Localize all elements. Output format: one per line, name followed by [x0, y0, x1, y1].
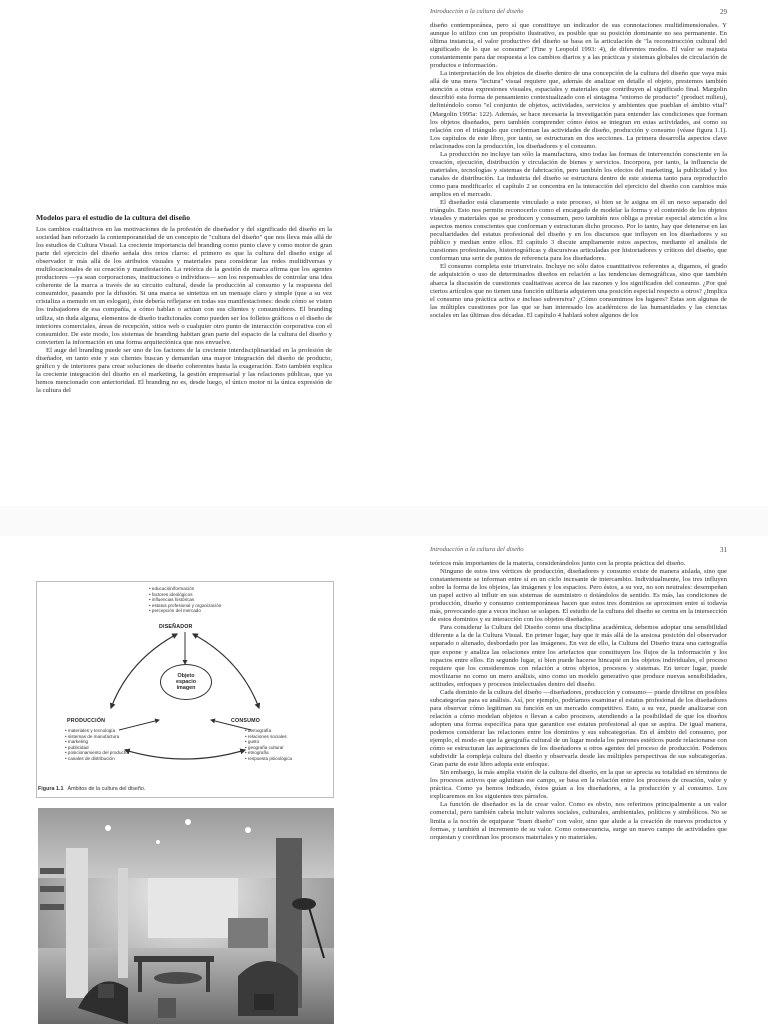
caption-text: Ámbitos de la cultura del diseño.	[67, 786, 146, 792]
paragraph: Los cambios cualitativos en las motivaciones de la profesión de diseñador y del significado del diseño en la sociedad han reforzado la contemporaneidad de un concepto de "cultura del diseño" que nos lleva más allá de los estudios de Cultura Visual. La creciente importancia del branding como punto clave y como motor de gran parte del ejercicio del diseño señala dos retos claros: el primero es que la cultura del diseño exige al observador ir más allá de los atributos visuales y materiales para considerar las redes multidiversas y multilocacionales de su creación y manifestación. La retórica de la gestión de marca afirma que los agentes productores —ya sean corporaciones, instituciones o individuos— son los responsables de controlar una idea coherente de la marca a través de su circuito cultural, desde la producción al consumo y la respuesta del consumidor, pasando por la difusión. Si una marca se sintetiza en un mensaje claro y simple (que a su vez cristaliza a menudo en un eslogan), éste debería reflejarse en todas sus manifestaciones: desde cómo se visten los trabajadores de esa compañía, a cómo hablan o actúan con sus clientes y consumidores. El branding utiliza, sin duda alguna, elementos de diseño tradicionales como pueden ser los folletos gráficos o el diseño de interiores comerciales, áreas de recepción, sitios web o cualquier otro punto de interacción corporativa con el consumidor. De este modo, los sistemas de branding habitan gran parte del espacio de la cultura del diseño y convierten la información en una forma arquitectónica que nos envuelve.	[36, 226, 332, 346]
paragraph: Para considerar la Cultura del Diseño como una disciplina académica, debemos adoptar una sensibilidad diferente a la de la Cultura Visual. En primer lugar, hay que ir más allá de la ansiosa posición del observador separado o alienado, desbordado por las imágenes. En vez de ello, la Cultura del Diseño traza una cartografía que expone y analiza las relaciones entre los artefactos que constituyen los flujos de la información y los espacios entre ellos. En segundo lugar, si bien puede hacerse hincapié en los objetos individuales, el proceso requiere que los consideremos con relación a otros objetos, procesos y sistemas. En tercer lugar, puede movilizarse no como un mero análisis, sino como un modelo generativo que produce nuevas sensibilidades, actitudes, enfoques y procesos intelectuales dentro del diseño.	[430, 624, 727, 688]
caption-number: Figura 1.1	[38, 786, 64, 792]
running-head: Introducción a la cultura del diseño	[430, 8, 524, 15]
paragraph: La función de diseñador es la de crear valor. Como es obvio, nos referimos principalmente a un valor comercial, pero también cabría incluir valores sociales, culturales, ambientales, políticos y simbólicos. No se limita a la noción de equiparar "buen diseño" con valor, sino que alude a la creación de nuevos productos y formas, y también al incremento de su valor. Como consecuencia, surge un nuevo campo de actividades que orquestan y coordinan los procesos materiales y no materiales.	[430, 801, 727, 841]
list-item: • publicidad	[65, 745, 128, 751]
list-item: • educación/formación	[149, 586, 221, 592]
center-line: Objeto	[177, 673, 195, 679]
list-item: • canales de distribución	[65, 756, 128, 762]
paragraph: El diseñador está claramente vinculado a este proceso, si bien se le asigna en él un nexo separado del triángulo. Esto nos permite reconocerlo como el encargado de modelar la forma y el contenido de los objetos visuales y materiales que se producen y consumen, pero también nos obliga a prestar especial atención a los aspectos menos conscientes que conforman y estructuran dicho proceso. Por lo tanto, hay que detenerse en las peculiaridades del estatus profesional del diseño y en los discursos que influyen en los diseñadores y su público y median entre ellos. El capítulo 3 discute ampliamente estos aspectos, mediante el análisis de cuestiones profesionales, historiográficas y discursivas articuladas por historiadores y críticos del diseño, que conforman una serie de puntos de referencia para los diseñadores.	[430, 199, 727, 263]
paragraph: Sin embargo, la más amplia visión de la cultura del diseño, en la que se aprecia su totalidad en términos de los procesos activos que aglutinan ese campo, se basa en la relación entre los procesos de creación, valor y práctica. Como ya hemos indicado, éstos guían a los diseñadores, a la producción y al consumo. Los explicaremos en los siguientes tres párrafos.	[430, 769, 727, 801]
list-item: • percepción del mercado	[149, 608, 221, 614]
list-item: • relaciones sociales	[245, 734, 292, 740]
figure-1-1	[36, 581, 334, 798]
paragraph: La producción no incluye tan sólo la manufactura, sino todas las formas de intervención consciente en la creación, ejecución, distribución y circulación de bienes y servicios. Incorpora, por tanto, la influencia de materiales, tecnologías y sistemas de fabricación, pero también los efectos del marketing, la publicidad y los canales de distribución. La industria del diseño se estructura dentro de este sistema tanto para reproducirlo como para modificarlo: el capítulo 2 se concentra en la interacción del ejercicio del diseño con cambios más amplios en el mercado.	[430, 150, 727, 198]
production-factors-list	[65, 728, 128, 762]
paragraph: La interpretación de los objetos de diseño dentro de una concepción de la cultura del diseño que vaya más allá de una mera "lectura" visual requiere que, además de analizar en detalle el objeto, prestemos también atención a otras expresiones visuales, espaciales y materiales que contribuyen al significado final. Margolin describió esta forma de pensamiento contextualizado con el sintagma "entorno de producto" (product milieu), definiéndolo como "el conjunto de objetos, actividades, servicios y ambientes que pueblan el ámbito vital" (Margolin 1995a: 122). Además, se hace necesaria la investigación para entender las condiciones que forman los objetos diseñados, pero también comprender cómo éstos se integran en estas actividades, así como su relación con el triángulo que conforman las actividades de diseño, producción y consumo (véase figura 1.1). Los capítulos de este libro, por tanto, se estructuran en dos secciones. La primera desarrolla aspectos clave relacionados con la producción, los diseñadores y el consumo.	[430, 70, 727, 150]
designer-label: DISEÑADOR	[159, 624, 193, 630]
running-head: Introducción a la cultura del diseño	[430, 546, 524, 553]
figure-caption	[38, 786, 145, 792]
center-line: espacio	[175, 679, 197, 685]
photo-image	[38, 808, 334, 1024]
paragraph: El consumo completa este triunvirato. Incluye no sólo datos cuantitativos referentes a, digamos, el grado de adquisición o uso de determinados diseños en relación a las tendencias demográficas, sino que también abarca la discusión de cuestiones cualitativas acerca de las razones y los significados del consumo. ¿Por qué ciertos artículos que no tienen una función utilitaria adquieren una posición especial respecto a otros? ¿Implica el consumo una práctica activa e incluso subversiva? ¿Cómo consumimos los lugares? Éstas son algunas de las múltiples cuestiones por las que se han interesado los académicos de las humanidades y las ciencias sociales en las últimas dos décadas. El capítulo 4 hablará sobre algunos de los	[430, 263, 727, 319]
consumption-label: CONSUMO	[231, 718, 261, 724]
list-item: • materiales y tecnología	[65, 728, 128, 734]
list-item: • sistemas de manufactura	[65, 734, 128, 740]
list-item: • posicionamiento del producto	[65, 750, 128, 756]
paragraph: El auge del branding puede ser uno de los factores de la creciente interdisciplinaridad en la profesión de diseñador, en tanto este y sus clientes buscan y demandan una mayor integración del diseño de producto, gráfico y de interiores para crear soluciones de diseño coherentes hasta la exageración. Esto también explica la creciente integración del diseño en el marketing, la gestión empresarial y las relaciones públicas, que ya hemos mencionado con anterioridad. El branding no es, desde luego, el único motor ni la única expresión de la cultura del	[36, 346, 332, 394]
production-label: PRODUCCIÓN	[67, 718, 106, 724]
paragraph: teóricos más importantes de la materia, considerándolos junto con la propia práctica del diseño.	[430, 560, 686, 567]
center-node	[160, 664, 212, 700]
paragraph: Ninguno de estos tres vértices de producción, diseñadores y consumo existe de manera aislada, sino que constantemente se informan entre sí en un ciclo incesante de intercambio. Individualmente, los tres influyen sobre la forma de los objetos, las imágenes y los espacios. Pero éstos, a su vez, no son neutrales: desempeñan un papel activo al influir en sus sistemas de suministro o dotándolos de sentido. Es más, las condiciones de producción, diseño y consumo contemporáneas hacen que estos tres dominios se aproximen entre sí todavía más, provocando que a veces incluso se solapen. El estudio de la cultura del diseño se centra en la intersección de estos dominios y su interacción con los objetos diseñados.	[430, 568, 727, 624]
list-item: • gusto	[245, 739, 292, 745]
right-page-text	[430, 560, 727, 1022]
list-item: • influencias históricas	[149, 597, 221, 603]
page-number: 29	[720, 8, 727, 16]
left-page-text	[36, 226, 332, 500]
list-item: • respuesta psicológica	[245, 756, 292, 762]
spread-gap	[0, 506, 768, 536]
designer-factors-list	[149, 586, 221, 614]
interior-photo	[38, 808, 334, 1024]
paragraph: Cada dominio de la cultura del diseño —diseñadores, producción y consumo— puede dividirse en posibles subcategorías para su análisis. Así, por ejemplo, podríamos examinar el estatus profesional de los diseñadores para observar cómo legitiman su función en un mercado competitivo. Esto, a su vez, puede analizarse con relación a cómo modelan objetos o llevan a cabo procesos, atendiendo a la posibilidad de que los diseños adopten una forma específica para que garantice ese estatus profesional al que se aspira. De igual manera, podemos considerar las relaciones entre los dominios y sus subcategorías. En el ámbito del consumo, por ejemplo, el modo en que la geografía cultural de un lugar modela los patrones estéticos puede relacionarse con cómo se estructuran las aspiraciones de los diseñadores u otros agentes del proceso de producción. Podemos subdividir la compleja cultura del diseño y observarla desde las múltiples perspectivas de sus subcategorías. Gran parte de este libro adopta este enfoque.	[430, 688, 727, 769]
top-spread	[0, 0, 768, 506]
section-title: Modelos para el estudio de la cultura del diseño	[36, 213, 190, 222]
bottom-spread	[0, 536, 768, 1024]
list-item: • estatus profesional y organización	[149, 603, 221, 609]
list-item: • factores ideológicos	[149, 592, 221, 598]
list-item: • geografía cultural	[245, 745, 292, 751]
center-line: imagen	[176, 685, 196, 691]
consumption-factors-list	[245, 728, 292, 762]
arrow-production-consumption	[125, 750, 245, 759]
list-item: • marketing	[65, 739, 128, 745]
list-item: • demografía	[245, 728, 292, 734]
paragraph: diseño contemporánea, pero sí que constituye un indicador de sus connotaciones multidimensionales. Y aunque lo utilizo con un propósito ilustrativo, es posible que su posición dominante no sea permanente. En última instancia, el valor productivo del diseño se basa en la articulación de "la reconstrucción cultural del significado de lo que se consume" (Fine y Leopold 1993: 4), de diferentes modos. El valor se reajusta constantemente para dar respuesta a los cambios diarios y a las prácticas y sistemas globales de circulación de productos e información.	[430, 22, 727, 70]
right-page-text	[430, 22, 727, 500]
page-number: 31	[720, 546, 727, 554]
list-item: • etnografía	[245, 750, 292, 756]
